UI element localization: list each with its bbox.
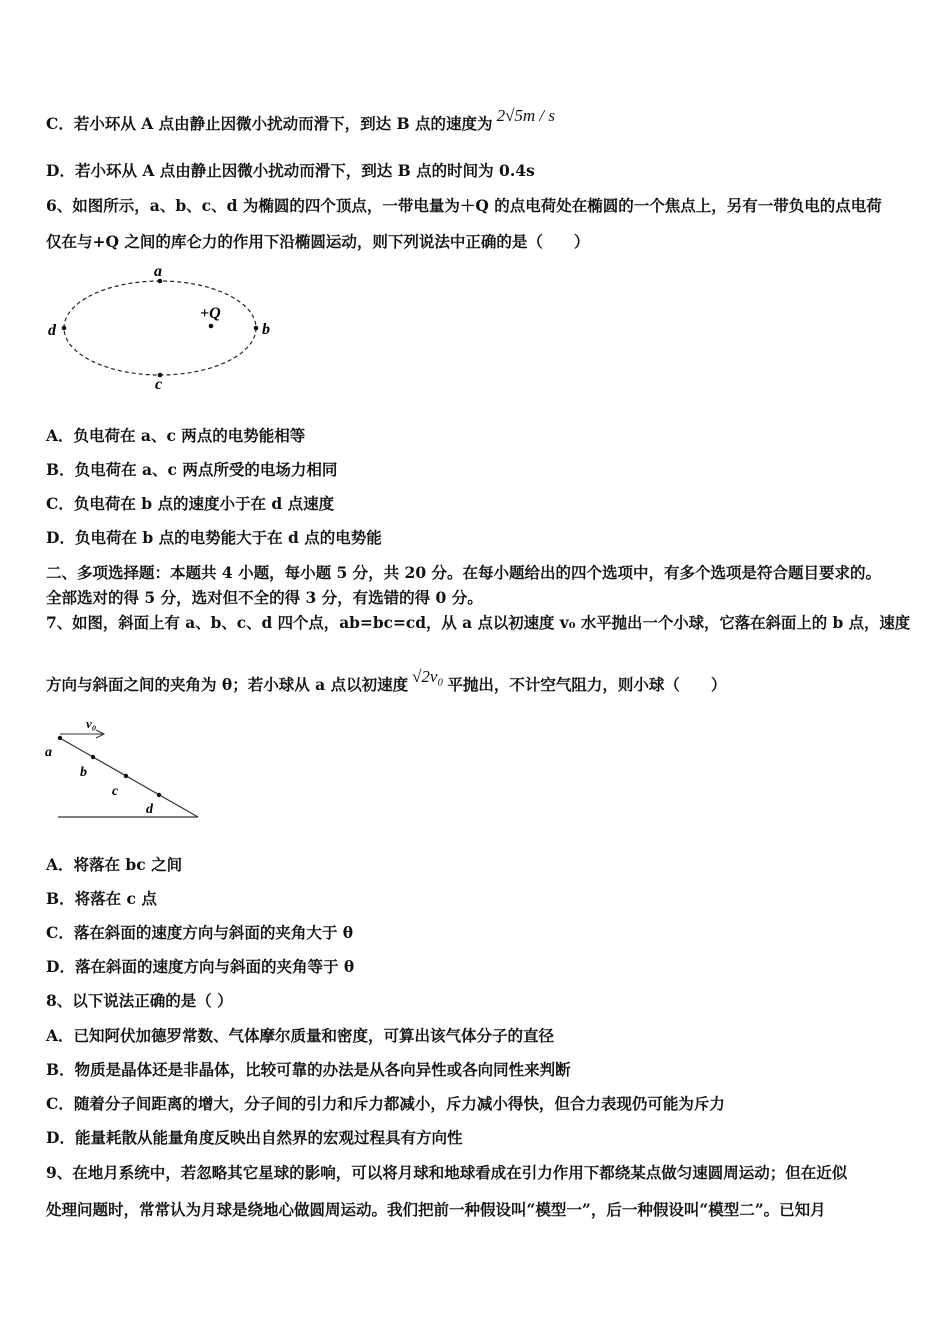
q7-sqrt2-v0: √2v₀ [412, 667, 444, 686]
q6-option-a: A．负电荷在 a、c 两点的电势能相等 [46, 426, 306, 445]
label-v0: v₀ [86, 716, 97, 731]
label-incline-a: a [45, 745, 52, 760]
ellipse-figure [40, 262, 280, 392]
q5-option-c-text: C．若小环从 A 点由静止因微小扰动而滑下，到达 B 点的速度为 [46, 114, 493, 133]
label-c: c [155, 376, 163, 393]
q6-stem-line1: 6、如图所示，a、b、c、d 为椭圆的四个顶点，一带电量为＋Q 的点电荷处在椭圆的一个焦点上，另有一带负电的点电荷 [46, 196, 882, 215]
label-a: a [154, 263, 162, 280]
incline-line [58, 737, 198, 817]
label-d: d [48, 322, 56, 339]
q7-option-b: B．将落在 c 点 [46, 889, 157, 908]
q8-option-d: D．能量耗散从能量角度反映出自然界的宏观过程具有方向性 [46, 1128, 463, 1147]
incline-figure [40, 712, 210, 827]
section2-line2: 全部选对的得 5 分，选对但不全的得 3 分，有选错的得 0 分。 [46, 588, 483, 607]
label-incline-b: b [80, 765, 87, 780]
q5-option-c [46, 106, 556, 134]
q6-option-d: D．负电荷在 b 点的电势能大于在 d 点的电势能 [46, 528, 382, 547]
incline-point-c [124, 774, 128, 778]
q8-option-c: C．随着分子间距离的增大，分子间的引力和斥力都减小，斥力减小得快，但合力表现仍可能为斥力 [46, 1094, 725, 1113]
label-incline-d: d [146, 802, 153, 817]
label-b: b [262, 321, 270, 338]
incline-point-a [58, 736, 62, 740]
q8-option-a: A．已知阿伏加德罗常数、气体摩尔质量和密度，可算出该气体分子的直径 [46, 1026, 555, 1045]
q6-option-b: B．负电荷在 a、c 两点所受的电场力相同 [46, 460, 338, 479]
incline-point-d [157, 793, 161, 797]
q9-line1: 9、在地月系统中，若忽略其它星球的影响，可以将月球和地球看成在引力作用下都绕某点做匀速圆周运动；但在近似 [46, 1163, 848, 1182]
point-d [62, 326, 67, 331]
q7-option-d: D．落在斜面的速度方向与斜面的夹角等于 θ [46, 957, 355, 976]
q6-stem-line2: 仅在与+Q 之间的库仑力的作用下沿椭圆运动，则下列说法中正确的是（ ） [46, 232, 590, 251]
point-charge [209, 324, 214, 329]
q7-stem-line2-pre: 方向与斜面之间的夹角为 θ；若小球从 a 点以初速度 [46, 675, 409, 694]
q7-stem-line1: 7、如图，斜面上有 a、b、c、d 四个点，ab=bc=cd，从 a 点以初速度 v₀ 水平抛出一个小球，它落在斜面上的 b 点，速度 [46, 613, 911, 632]
point-b [254, 326, 259, 331]
q8-option-b: B．物质是晶体还是非晶体，比较可靠的办法是从各向异性或各向同性来判断 [46, 1060, 571, 1079]
q7-stem-line2 [46, 667, 727, 695]
label-charge: +Q [200, 305, 221, 322]
q5-option-c-value: 2√5m / s [496, 106, 556, 125]
incline-point-b [91, 755, 95, 759]
q7-option-a: A．将落在 bc 之间 [46, 855, 183, 874]
ellipse-orbit [64, 281, 256, 375]
q7-option-c: C．落在斜面的速度方向与斜面的夹角大于 θ [46, 923, 354, 942]
q7-stem-line2-post: 平抛出，不计空气阻力，则小球（ ） [447, 675, 727, 694]
q9-line2: 处理问题时，常常认为月球是绕地心做圆周运动。我们把前一种假设叫“模型一”，后一种假设叫“模型二”。已知月 [46, 1200, 826, 1219]
q5-option-d: D．若小环从 A 点由静止因微小扰动而滑下，到达 B 点的时间为 0.4s [46, 161, 535, 180]
q6-option-c: C．负电荷在 b 点的速度小于在 d 点速度 [46, 494, 335, 513]
label-incline-c: c [112, 784, 119, 799]
q8-stem: 8、以下说法正确的是（ ） [46, 991, 233, 1010]
section2-line1: 二、多项选择题：本题共 4 小题，每小题 5 分，共 20 分。在每小题给出的四个选项中，有多个选项是符合题目要求的。 [46, 563, 882, 582]
